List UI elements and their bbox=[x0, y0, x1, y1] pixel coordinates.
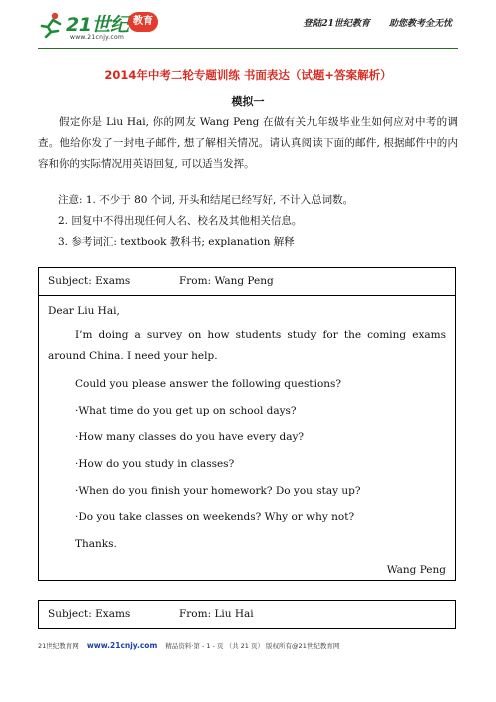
footer-url-link[interactable]: www.21cnjy.com bbox=[86, 641, 158, 650]
email-from: From: Liu Hai bbox=[179, 608, 254, 620]
page-header bbox=[0, 0, 496, 58]
email-line: Could you please answer the following questions? bbox=[75, 378, 342, 390]
slogan-right: 助您教考全无忧 bbox=[388, 19, 452, 29]
slogan-left: 登陆21世纪教育 bbox=[303, 19, 370, 29]
footer-site-name: 21世纪教育网 bbox=[38, 642, 79, 650]
header-slogan bbox=[287, 16, 452, 29]
site-logo[interactable] bbox=[40, 10, 160, 46]
email-greeting: Dear Liu Hai, bbox=[48, 305, 120, 317]
email-header bbox=[39, 601, 455, 628]
runner-logo-icon bbox=[40, 12, 64, 38]
footer-page-info: 精品资料·第 - 1 - 页 （共 21 页） 版权所有@21世纪教育网 bbox=[165, 642, 340, 650]
document-title: 2014年中考二轮专题训练 书面表达（试题+答案解析） bbox=[104, 68, 392, 82]
email-question: ·Do you take classes on weekends? Why or why not? bbox=[75, 511, 355, 523]
header-divider bbox=[38, 48, 458, 49]
email-question: ·When do you finish your homework? Do you stay up? bbox=[75, 485, 361, 497]
note-item: 注意: 1. 不少于 80 个词, 开头和结尾已经写好, 不计入总词数。 bbox=[58, 194, 354, 206]
email-header bbox=[39, 268, 455, 296]
email-subject: Subject: Exams bbox=[48, 608, 131, 620]
task-instructions: 假定你是 Liu Hai, 你的网友 Wang Peng 在做有关九年级毕业生如何应对中考的调查。他给你发了一封电子邮件, 想了解相关情况。请认真阅读下面的邮件, 根据邮件中的内容和你的实际情况用英语回复, 可以适当发挥。 bbox=[38, 116, 458, 170]
email-question: ·How many classes do you have every day? bbox=[75, 431, 305, 443]
email-box-liu-hai bbox=[38, 600, 456, 629]
page-footer bbox=[38, 641, 458, 650]
logo-text: 21世纪 bbox=[66, 14, 129, 36]
email-closing: Thanks. bbox=[75, 538, 117, 550]
email-question: ·What time do you get up on school days? bbox=[75, 405, 297, 417]
email-from: From: Wang Peng bbox=[179, 275, 274, 287]
email-question: ·How do you study in classes? bbox=[75, 458, 235, 470]
logo-url: www.21cnjy.com bbox=[70, 34, 125, 41]
email-subject: Subject: Exams bbox=[48, 275, 131, 287]
email-paragraph: I’m doing a survey on how students study for the coming exams around China. I need your help. bbox=[48, 329, 446, 362]
note-item: 3. 参考词汇: textbook 教科书; explanation 解释 bbox=[58, 236, 295, 248]
email-signature: Wang Peng bbox=[386, 564, 446, 576]
logo-badge: 教育 bbox=[128, 12, 158, 32]
email-box-wang-peng bbox=[38, 267, 456, 581]
note-item: 2. 回复中不得出现任何人名、校名及其他相关信息。 bbox=[58, 215, 303, 227]
section-subtitle: 模拟一 bbox=[231, 95, 265, 108]
